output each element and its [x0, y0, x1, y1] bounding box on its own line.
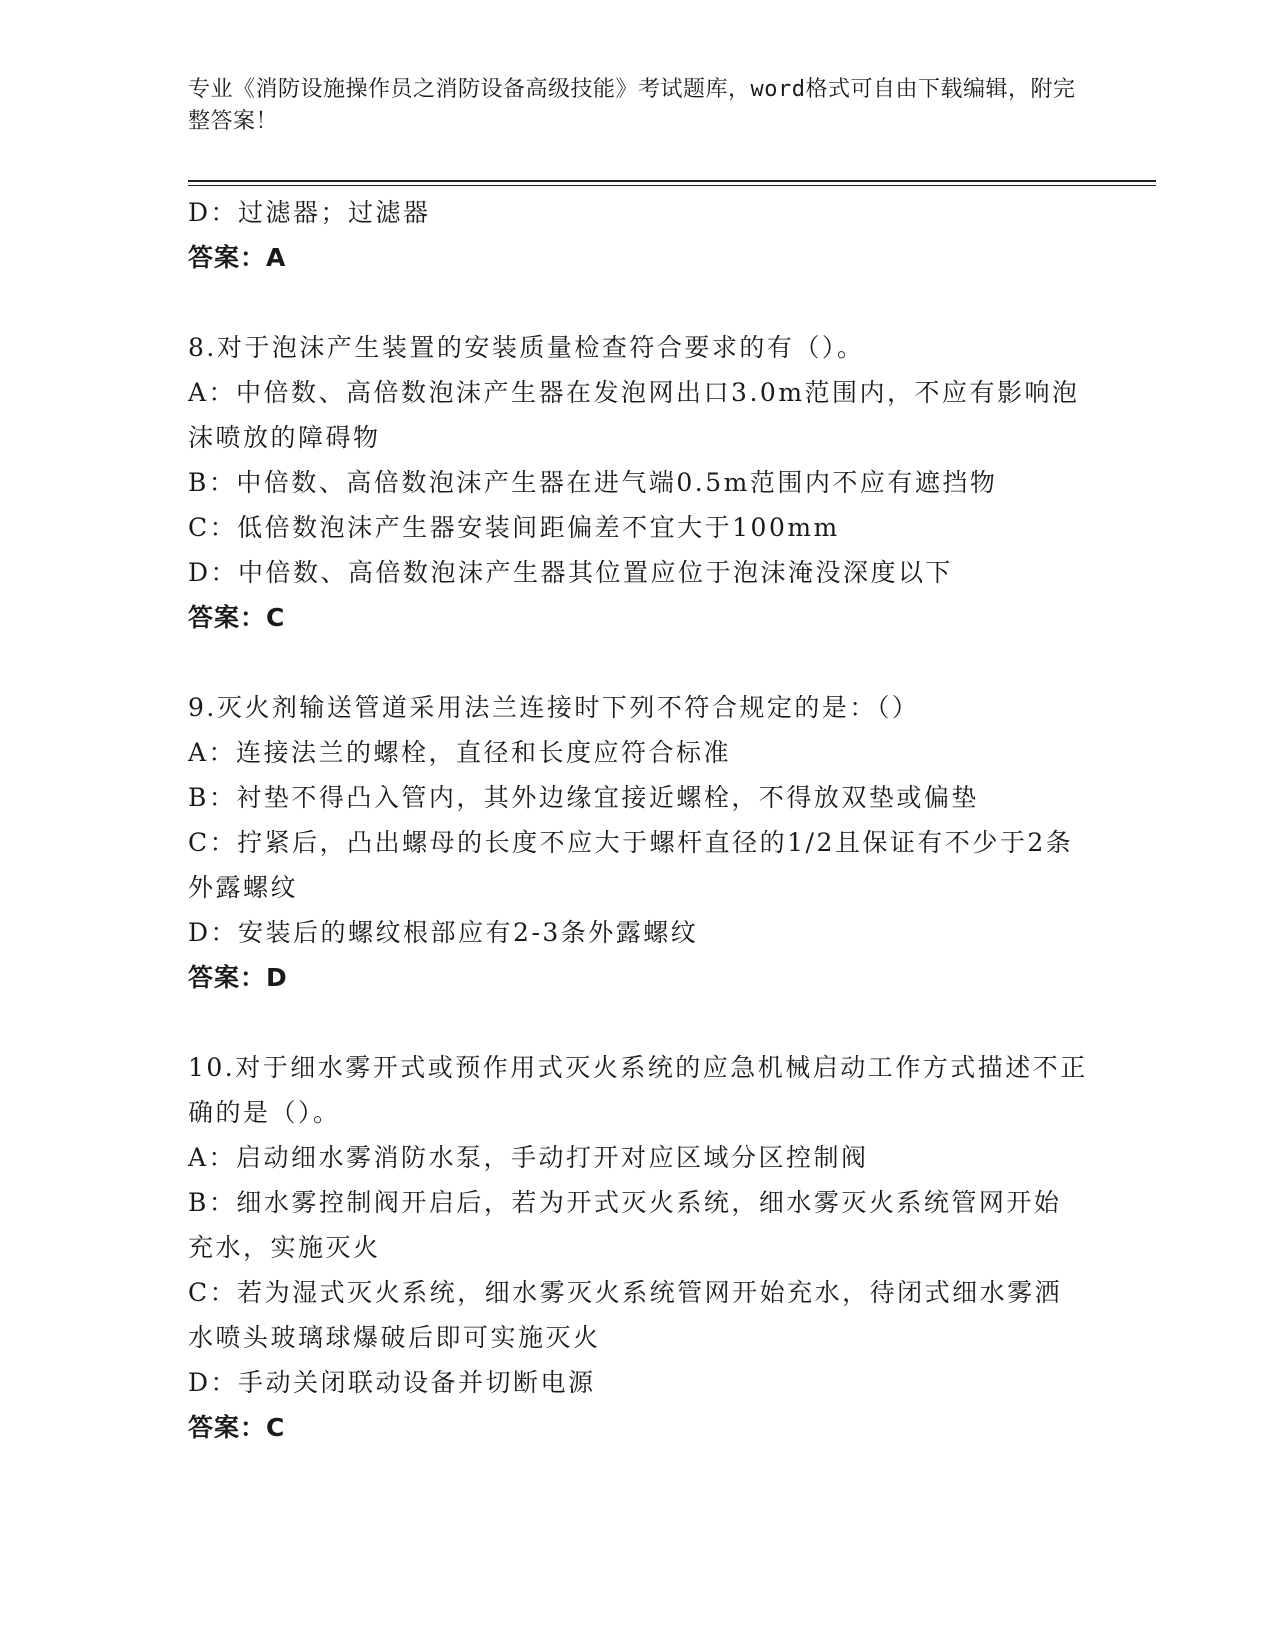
- prev-answer: 答案：A: [188, 243, 287, 272]
- option-d: D：手动关闭联动设备并切断电源: [188, 1368, 596, 1397]
- option-b: B：衬垫不得凸入管内，其外边缘宜接近螺栓，不得放双垫或偏垫: [188, 783, 979, 812]
- option-b: B：细水雾控制阀开启后，若为开式灭火系统，细水雾灭火系统管网开始充水，实施灭火: [188, 1188, 1062, 1262]
- spacer: [188, 1000, 1088, 1045]
- question-9: [188, 685, 1088, 1000]
- prev-option-d: D：过滤器；过滤器: [188, 198, 431, 227]
- question-stem: 9.灭火剂输送管道采用法兰连接时下列不符合规定的是：（）: [188, 693, 920, 722]
- document-header: 专业《消防设施操作员之消防设备高级技能》考试题库，word格式可自由下载编辑，附完整答案！: [188, 77, 1076, 134]
- option-c: C：若为湿式灭火系统，细水雾灭火系统管网开始充水，待闭式细水雾洒水喷头玻璃球爆破后即可实施灭火: [188, 1278, 1063, 1352]
- answer: 答案：C: [188, 1413, 286, 1442]
- spacer: [188, 640, 1088, 685]
- option-d: D：中倍数、高倍数泡沫产生器其位置应位于泡沫淹没深度以下: [188, 558, 954, 587]
- option-a: A：中倍数、高倍数泡沫产生器在发泡网出口3.0m范围内，不应有影响泡沫喷放的障碍物: [188, 378, 1080, 452]
- spacer: [188, 280, 1088, 325]
- answer: 答案：C: [188, 603, 286, 632]
- question-10: [188, 1045, 1088, 1450]
- option-b: B：中倍数、高倍数泡沫产生器在进气端0.5m范围内不应有遮挡物: [188, 468, 998, 497]
- question-list: [188, 190, 1088, 1450]
- question-stem: 8.对于泡沫产生装置的安装质量检查符合要求的有（）。: [188, 333, 865, 362]
- header-divider-thin: [188, 185, 1156, 186]
- option-d: D：安装后的螺纹根部应有2-3条外露螺纹: [188, 918, 699, 947]
- answer: 答案：D: [188, 963, 288, 992]
- option-a: A：连接法兰的螺栓，直径和长度应符合标准: [188, 738, 732, 767]
- option-c: C：拧紧后，凸出螺母的长度不应大于螺杆直径的1/2且保证有不少于2条外露螺纹: [188, 828, 1074, 902]
- question-stem: 10.对于细水雾开式或预作用式灭火系统的应急机械启动工作方式描述不正确的是（）。: [188, 1053, 1088, 1127]
- header-divider: [188, 180, 1156, 182]
- option-a: A：启动细水雾消防水泵，手动打开对应区域分区控制阀: [188, 1143, 869, 1172]
- question-8: [188, 325, 1088, 640]
- option-c: C：低倍数泡沫产生器安装间距偏差不宜大于100mm: [188, 513, 840, 542]
